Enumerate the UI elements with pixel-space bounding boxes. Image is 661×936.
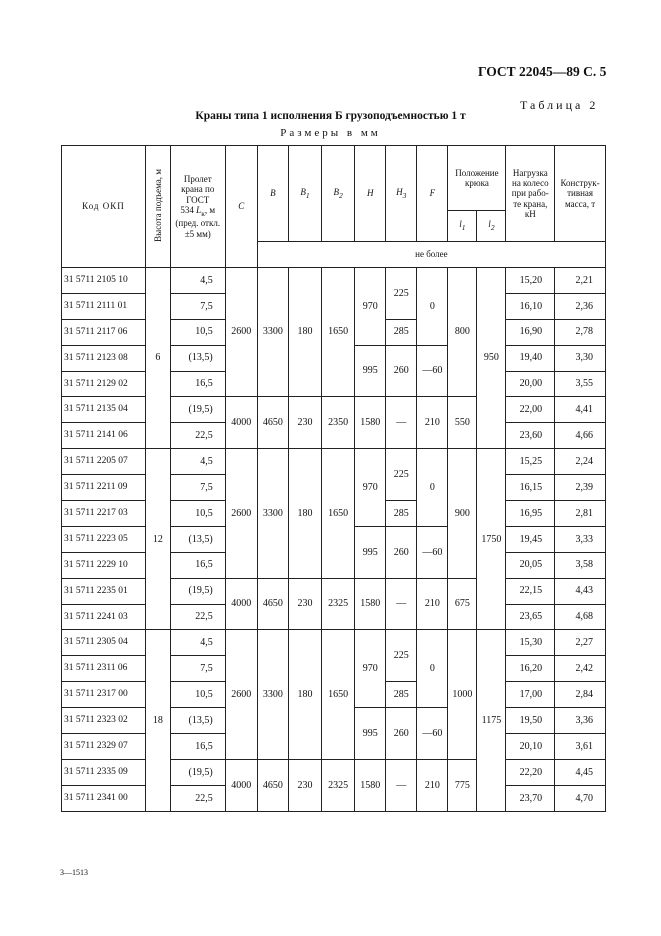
span-cell: (19,5) bbox=[170, 759, 225, 785]
wheel-load-cell: 22,00 bbox=[506, 397, 555, 423]
h-cell: 1580 bbox=[355, 578, 386, 630]
h-cell: 995 bbox=[355, 526, 386, 578]
table-row bbox=[62, 630, 606, 656]
span-cell: (19,5) bbox=[170, 578, 225, 604]
c-cell: 4000 bbox=[225, 397, 257, 449]
header-l1: $l_1$ bbox=[448, 211, 477, 242]
mass-cell: 2,81 bbox=[555, 501, 606, 527]
okp-code-cell: 31 5711 2135 04 bbox=[62, 397, 146, 423]
okp-code-cell: 31 5711 2335 09 bbox=[62, 759, 146, 785]
header-f: F bbox=[417, 146, 448, 242]
wheel-load-cell: 15,20 bbox=[506, 268, 555, 294]
f-cell: 210 bbox=[417, 578, 448, 630]
header-h: H bbox=[355, 146, 386, 242]
c-cell: 2600 bbox=[225, 630, 257, 759]
mass-cell: 2,27 bbox=[555, 630, 606, 656]
okp-code-cell: 31 5711 2217 03 bbox=[62, 501, 146, 527]
mass-cell: 2,21 bbox=[555, 268, 606, 294]
b-cell: 4650 bbox=[257, 759, 288, 811]
h3-cell: 260 bbox=[386, 345, 417, 397]
wheel-load-cell: 20,00 bbox=[506, 371, 555, 397]
mass-cell: 3,58 bbox=[555, 552, 606, 578]
b-cell: 3300 bbox=[257, 630, 288, 759]
span-cell: (19,5) bbox=[170, 397, 225, 423]
mass-cell: 4,43 bbox=[555, 578, 606, 604]
header-height: Высота подъема, м bbox=[145, 146, 170, 268]
span-cell: 16,5 bbox=[170, 371, 225, 397]
wheel-load-cell: 19,40 bbox=[506, 345, 555, 371]
mass-cell: 2,84 bbox=[555, 682, 606, 708]
mass-cell: 3,33 bbox=[555, 526, 606, 552]
b2-cell: 1650 bbox=[322, 630, 355, 759]
b1-cell: 230 bbox=[288, 578, 321, 630]
l1-cell: 550 bbox=[448, 397, 477, 449]
okp-code-cell: 31 5711 2123 08 bbox=[62, 345, 146, 371]
okp-code-cell: 31 5711 2111 01 bbox=[62, 293, 146, 319]
okp-code-cell: 31 5711 2129 02 bbox=[62, 371, 146, 397]
okp-code-cell: 31 5711 2211 09 bbox=[62, 475, 146, 501]
mass-cell: 3,30 bbox=[555, 345, 606, 371]
mass-cell: 2,78 bbox=[555, 319, 606, 345]
table-caption: Краны типа 1 исполнения Б грузоподъемностью 1 т bbox=[195, 110, 466, 122]
mass-cell: 3,55 bbox=[555, 371, 606, 397]
wheel-load-cell: 16,10 bbox=[506, 293, 555, 319]
h-cell: 970 bbox=[355, 630, 386, 708]
table-row bbox=[62, 759, 606, 785]
wheel-load-cell: 16,95 bbox=[506, 501, 555, 527]
dimensions-label: Размеры в мм bbox=[280, 127, 381, 139]
h3-cell: 260 bbox=[386, 708, 417, 760]
okp-code-cell: 31 5711 2317 00 bbox=[62, 682, 146, 708]
b2-cell: 2325 bbox=[322, 578, 355, 630]
h-cell: 970 bbox=[355, 449, 386, 527]
l2-cell: 950 bbox=[477, 268, 506, 449]
okp-code-cell: 31 5711 2105 10 bbox=[62, 268, 146, 294]
h3-cell: 225 bbox=[386, 449, 417, 501]
wheel-load-cell: 23,70 bbox=[506, 785, 555, 811]
wheel-load-cell: 23,60 bbox=[506, 423, 555, 449]
h3-cell: 285 bbox=[386, 501, 417, 527]
wheel-load-cell: 22,15 bbox=[506, 578, 555, 604]
l2-cell: 1175 bbox=[477, 630, 506, 811]
wheel-load-cell: 15,30 bbox=[506, 630, 555, 656]
span-cell: 4,5 bbox=[170, 630, 225, 656]
c-cell: 4000 bbox=[225, 759, 257, 811]
h3-cell: 260 bbox=[386, 526, 417, 578]
b-cell: 4650 bbox=[257, 578, 288, 630]
l2-cell: 1750 bbox=[477, 449, 506, 630]
table-number-label: Таблица 2 bbox=[520, 98, 599, 112]
span-cell: 16,5 bbox=[170, 552, 225, 578]
okp-code-cell: 31 5711 2311 06 bbox=[62, 656, 146, 682]
mass-cell: 3,61 bbox=[555, 734, 606, 760]
span-cell: 10,5 bbox=[170, 682, 225, 708]
wheel-load-cell: 16,15 bbox=[506, 475, 555, 501]
wheel-load-cell: 22,20 bbox=[506, 759, 555, 785]
f-cell: 210 bbox=[417, 759, 448, 811]
f-cell: 0 bbox=[417, 630, 448, 708]
span-cell: 7,5 bbox=[170, 293, 225, 319]
span-cell: 7,5 bbox=[170, 475, 225, 501]
header-hook-position: Положение крюка bbox=[448, 146, 506, 211]
h-cell: 995 bbox=[355, 708, 386, 760]
h-cell: 1580 bbox=[355, 397, 386, 449]
wheel-load-cell: 23,65 bbox=[506, 604, 555, 630]
l1-cell: 900 bbox=[448, 449, 477, 578]
h-cell: 970 bbox=[355, 268, 386, 346]
okp-code-cell: 31 5711 2241 03 bbox=[62, 604, 146, 630]
table-row bbox=[62, 268, 606, 294]
header-wheel-load: Нагрузка на колесо при рабо- те крана, кН bbox=[506, 146, 555, 242]
okp-code-cell: 31 5711 2141 06 bbox=[62, 423, 146, 449]
span-cell: 22,5 bbox=[170, 604, 225, 630]
h3-cell: — bbox=[386, 578, 417, 630]
l1-cell: 775 bbox=[448, 759, 477, 811]
mass-cell: 3,36 bbox=[555, 708, 606, 734]
okp-code-cell: 31 5711 2341 00 bbox=[62, 785, 146, 811]
header-b: B bbox=[257, 146, 288, 242]
okp-code-cell: 31 5711 2235 01 bbox=[62, 578, 146, 604]
header-c: C bbox=[225, 146, 257, 268]
footer-print-code: 3—1513 bbox=[60, 868, 88, 877]
b1-cell: 230 bbox=[288, 397, 321, 449]
crane-table bbox=[61, 145, 606, 812]
wheel-load-cell: 16,90 bbox=[506, 319, 555, 345]
mass-cell: 4,70 bbox=[555, 785, 606, 811]
mass-cell: 2,36 bbox=[555, 293, 606, 319]
header-span: Пролет крана по ГОСТ 534 $L_к$, м (пред. откл. ±5 мм) bbox=[170, 146, 225, 268]
f-cell: —60 bbox=[417, 345, 448, 397]
span-cell: 22,5 bbox=[170, 423, 225, 449]
okp-code-cell: 31 5711 2223 05 bbox=[62, 526, 146, 552]
header-not-more: не более bbox=[257, 242, 605, 268]
h3-cell: 225 bbox=[386, 268, 417, 320]
span-cell: 10,5 bbox=[170, 319, 225, 345]
l1-cell: 675 bbox=[448, 578, 477, 630]
header-b2: $B_2$ bbox=[322, 146, 355, 242]
b2-cell: 2350 bbox=[322, 397, 355, 449]
span-cell: 22,5 bbox=[170, 785, 225, 811]
f-cell: 0 bbox=[417, 449, 448, 527]
c-cell: 2600 bbox=[225, 268, 257, 397]
mass-cell: 2,24 bbox=[555, 449, 606, 475]
c-cell: 4000 bbox=[225, 578, 257, 630]
wheel-load-cell: 20,05 bbox=[506, 552, 555, 578]
header-l2: $l_2$ bbox=[477, 211, 506, 242]
okp-code-cell: 31 5711 2305 04 bbox=[62, 630, 146, 656]
b-cell: 3300 bbox=[257, 449, 288, 578]
table-row bbox=[62, 397, 606, 423]
header-code: Код ОКП bbox=[62, 146, 146, 268]
h3-cell: 225 bbox=[386, 630, 417, 682]
span-cell: 4,5 bbox=[170, 268, 225, 294]
wheel-load-cell: 15,25 bbox=[506, 449, 555, 475]
header-mass: Конструк- тивная масса, т bbox=[555, 146, 606, 242]
b2-cell: 1650 bbox=[322, 449, 355, 578]
h3-cell: 285 bbox=[386, 682, 417, 708]
lift-height-cell: 6 bbox=[145, 268, 170, 449]
header-b1: $B_1$ bbox=[288, 146, 321, 242]
b1-cell: 180 bbox=[288, 449, 321, 578]
mass-cell: 2,42 bbox=[555, 656, 606, 682]
mass-cell: 4,45 bbox=[555, 759, 606, 785]
h-cell: 1580 bbox=[355, 759, 386, 811]
page-header-title: ГОСТ 22045—89 С. 5 bbox=[478, 64, 607, 79]
span-cell: 16,5 bbox=[170, 734, 225, 760]
okp-code-cell: 31 5711 2205 07 bbox=[62, 449, 146, 475]
l1-cell: 1000 bbox=[448, 630, 477, 759]
table-row bbox=[62, 449, 606, 475]
b-cell: 4650 bbox=[257, 397, 288, 449]
header-h3: $H_3$ bbox=[386, 146, 417, 242]
mass-cell: 2,39 bbox=[555, 475, 606, 501]
wheel-load-cell: 19,50 bbox=[506, 708, 555, 734]
b2-cell: 1650 bbox=[322, 268, 355, 397]
wheel-load-cell: 20,10 bbox=[506, 734, 555, 760]
h-cell: 995 bbox=[355, 345, 386, 397]
span-cell: 7,5 bbox=[170, 656, 225, 682]
span-cell: (13,5) bbox=[170, 526, 225, 552]
okp-code-cell: 31 5711 2117 06 bbox=[62, 319, 146, 345]
lift-height-cell: 18 bbox=[145, 630, 170, 811]
l1-cell: 800 bbox=[448, 268, 477, 397]
mass-cell: 4,68 bbox=[555, 604, 606, 630]
f-cell: —60 bbox=[417, 708, 448, 760]
h3-cell: 285 bbox=[386, 319, 417, 345]
lift-height-cell: 12 bbox=[145, 449, 170, 630]
h3-cell: — bbox=[386, 759, 417, 811]
okp-code-cell: 31 5711 2329 07 bbox=[62, 734, 146, 760]
mass-cell: 4,41 bbox=[555, 397, 606, 423]
table-row bbox=[62, 578, 606, 604]
wheel-load-cell: 17,00 bbox=[506, 682, 555, 708]
f-cell: —60 bbox=[417, 526, 448, 578]
h3-cell: — bbox=[386, 397, 417, 449]
b2-cell: 2325 bbox=[322, 759, 355, 811]
b-cell: 3300 bbox=[257, 268, 288, 397]
f-cell: 0 bbox=[417, 268, 448, 346]
b1-cell: 230 bbox=[288, 759, 321, 811]
b1-cell: 180 bbox=[288, 268, 321, 397]
span-cell: (13,5) bbox=[170, 345, 225, 371]
span-cell: 10,5 bbox=[170, 501, 225, 527]
okp-code-cell: 31 5711 2229 10 bbox=[62, 552, 146, 578]
f-cell: 210 bbox=[417, 397, 448, 449]
b1-cell: 180 bbox=[288, 630, 321, 759]
okp-code-cell: 31 5711 2323 02 bbox=[62, 708, 146, 734]
span-cell: 4,5 bbox=[170, 449, 225, 475]
wheel-load-cell: 19,45 bbox=[506, 526, 555, 552]
span-cell: (13,5) bbox=[170, 708, 225, 734]
wheel-load-cell: 16,20 bbox=[506, 656, 555, 682]
c-cell: 2600 bbox=[225, 449, 257, 578]
mass-cell: 4,66 bbox=[555, 423, 606, 449]
